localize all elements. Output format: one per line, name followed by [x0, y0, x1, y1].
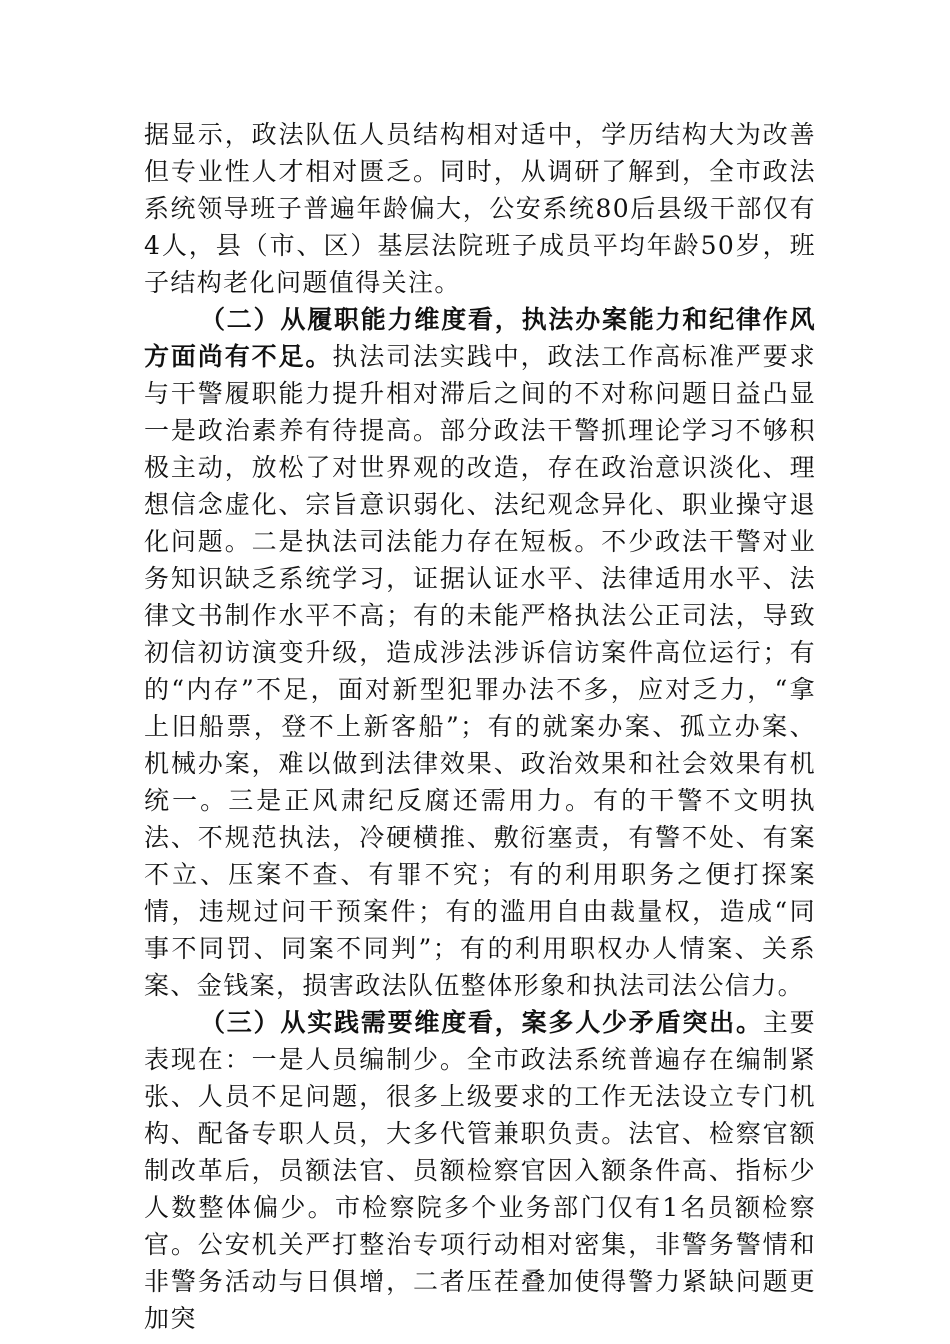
- paragraph-2-text: 执法司法实践中，政法工作高标准严要求与干警履职能力提升相对滞后之间的不对称问题日益凸显一是政治素养有待提高。部分政法干警抓理论学习不够积极主动，放松了对世界观的改造，存在政治意识淡化、理想信念虚化、宗旨意识弱化、法纪观念异化、职业操守退化问题。二是执法司法能力存在短板。不少政法干警对业务知识缺乏系统学习，证据认证水平、法律适用水平、法律文书制作水平不高；有的未能严格执法公正司法，导致初信初访演变升级，造成涉法涉诉信访案件高位运行；有的“内存”不足，面对新型犯罪办法不多，应对乏力，“拿上旧船票，登不上新客船”；有的就案办案、孤立办案、机械办案，难以做到法律效果、政治效果和社会效果有机统一。三是正风肃纪反腐还需用力。有的干警不文明执法、不规范执法，冷硬横推、敷衍塞责，有警不处、有案不立、压案不查、有罪不究；有的利用职务之便打探案情，违规过问干预案件；有的滥用自由裁量权，造成“同事不同罚、同案不同判”；有的利用职权办人情案、关系案、金钱案，损害政法队伍整体形象和执法司法公信力。: [144, 342, 816, 1000]
- paragraph-1-text: 据显示，政法队伍人员结构相对适中，学历结构大为改善但专业性人才相对匮乏。同时，从调研了解到，全市政法系统领导班子普遍年龄偏大，公安系统80后县级干部仅有4人，县（市、区）基层法院班子成员平均年龄50岁，班子结构老化问题值得关注。: [144, 120, 816, 297]
- paragraph-1: [144, 116, 816, 301]
- paragraph-2: [144, 301, 816, 1004]
- document-body: [144, 116, 816, 1337]
- paragraph-3-text: 主要表现在：一是人员编制少。全市政法系统普遍存在编制紧张、人员不足问题，很多上级要求的工作无法设立专门机构、配备专职人员，大多代管兼职负责。法官、检察官额制改革后，员额法官、员额检察官因入额条件高、指标少人数整体偏少。市检察院多个业务部门仅有1名员额检察官。公安机关严打整治专项行动相对密集，非警务警情和非警务活动与日俱增，二者压茬叠加使得警力紧缺问题更加突: [144, 1008, 816, 1333]
- paragraph-3-heading: （三）从实践需要维度看，案多人少矛盾突出。: [200, 1008, 763, 1037]
- paragraph-2-heading: （二）从履职能力维度看，执法办案能力和纪律作风方面尚有不足。: [144, 305, 816, 371]
- paragraph-3: [144, 1004, 816, 1337]
